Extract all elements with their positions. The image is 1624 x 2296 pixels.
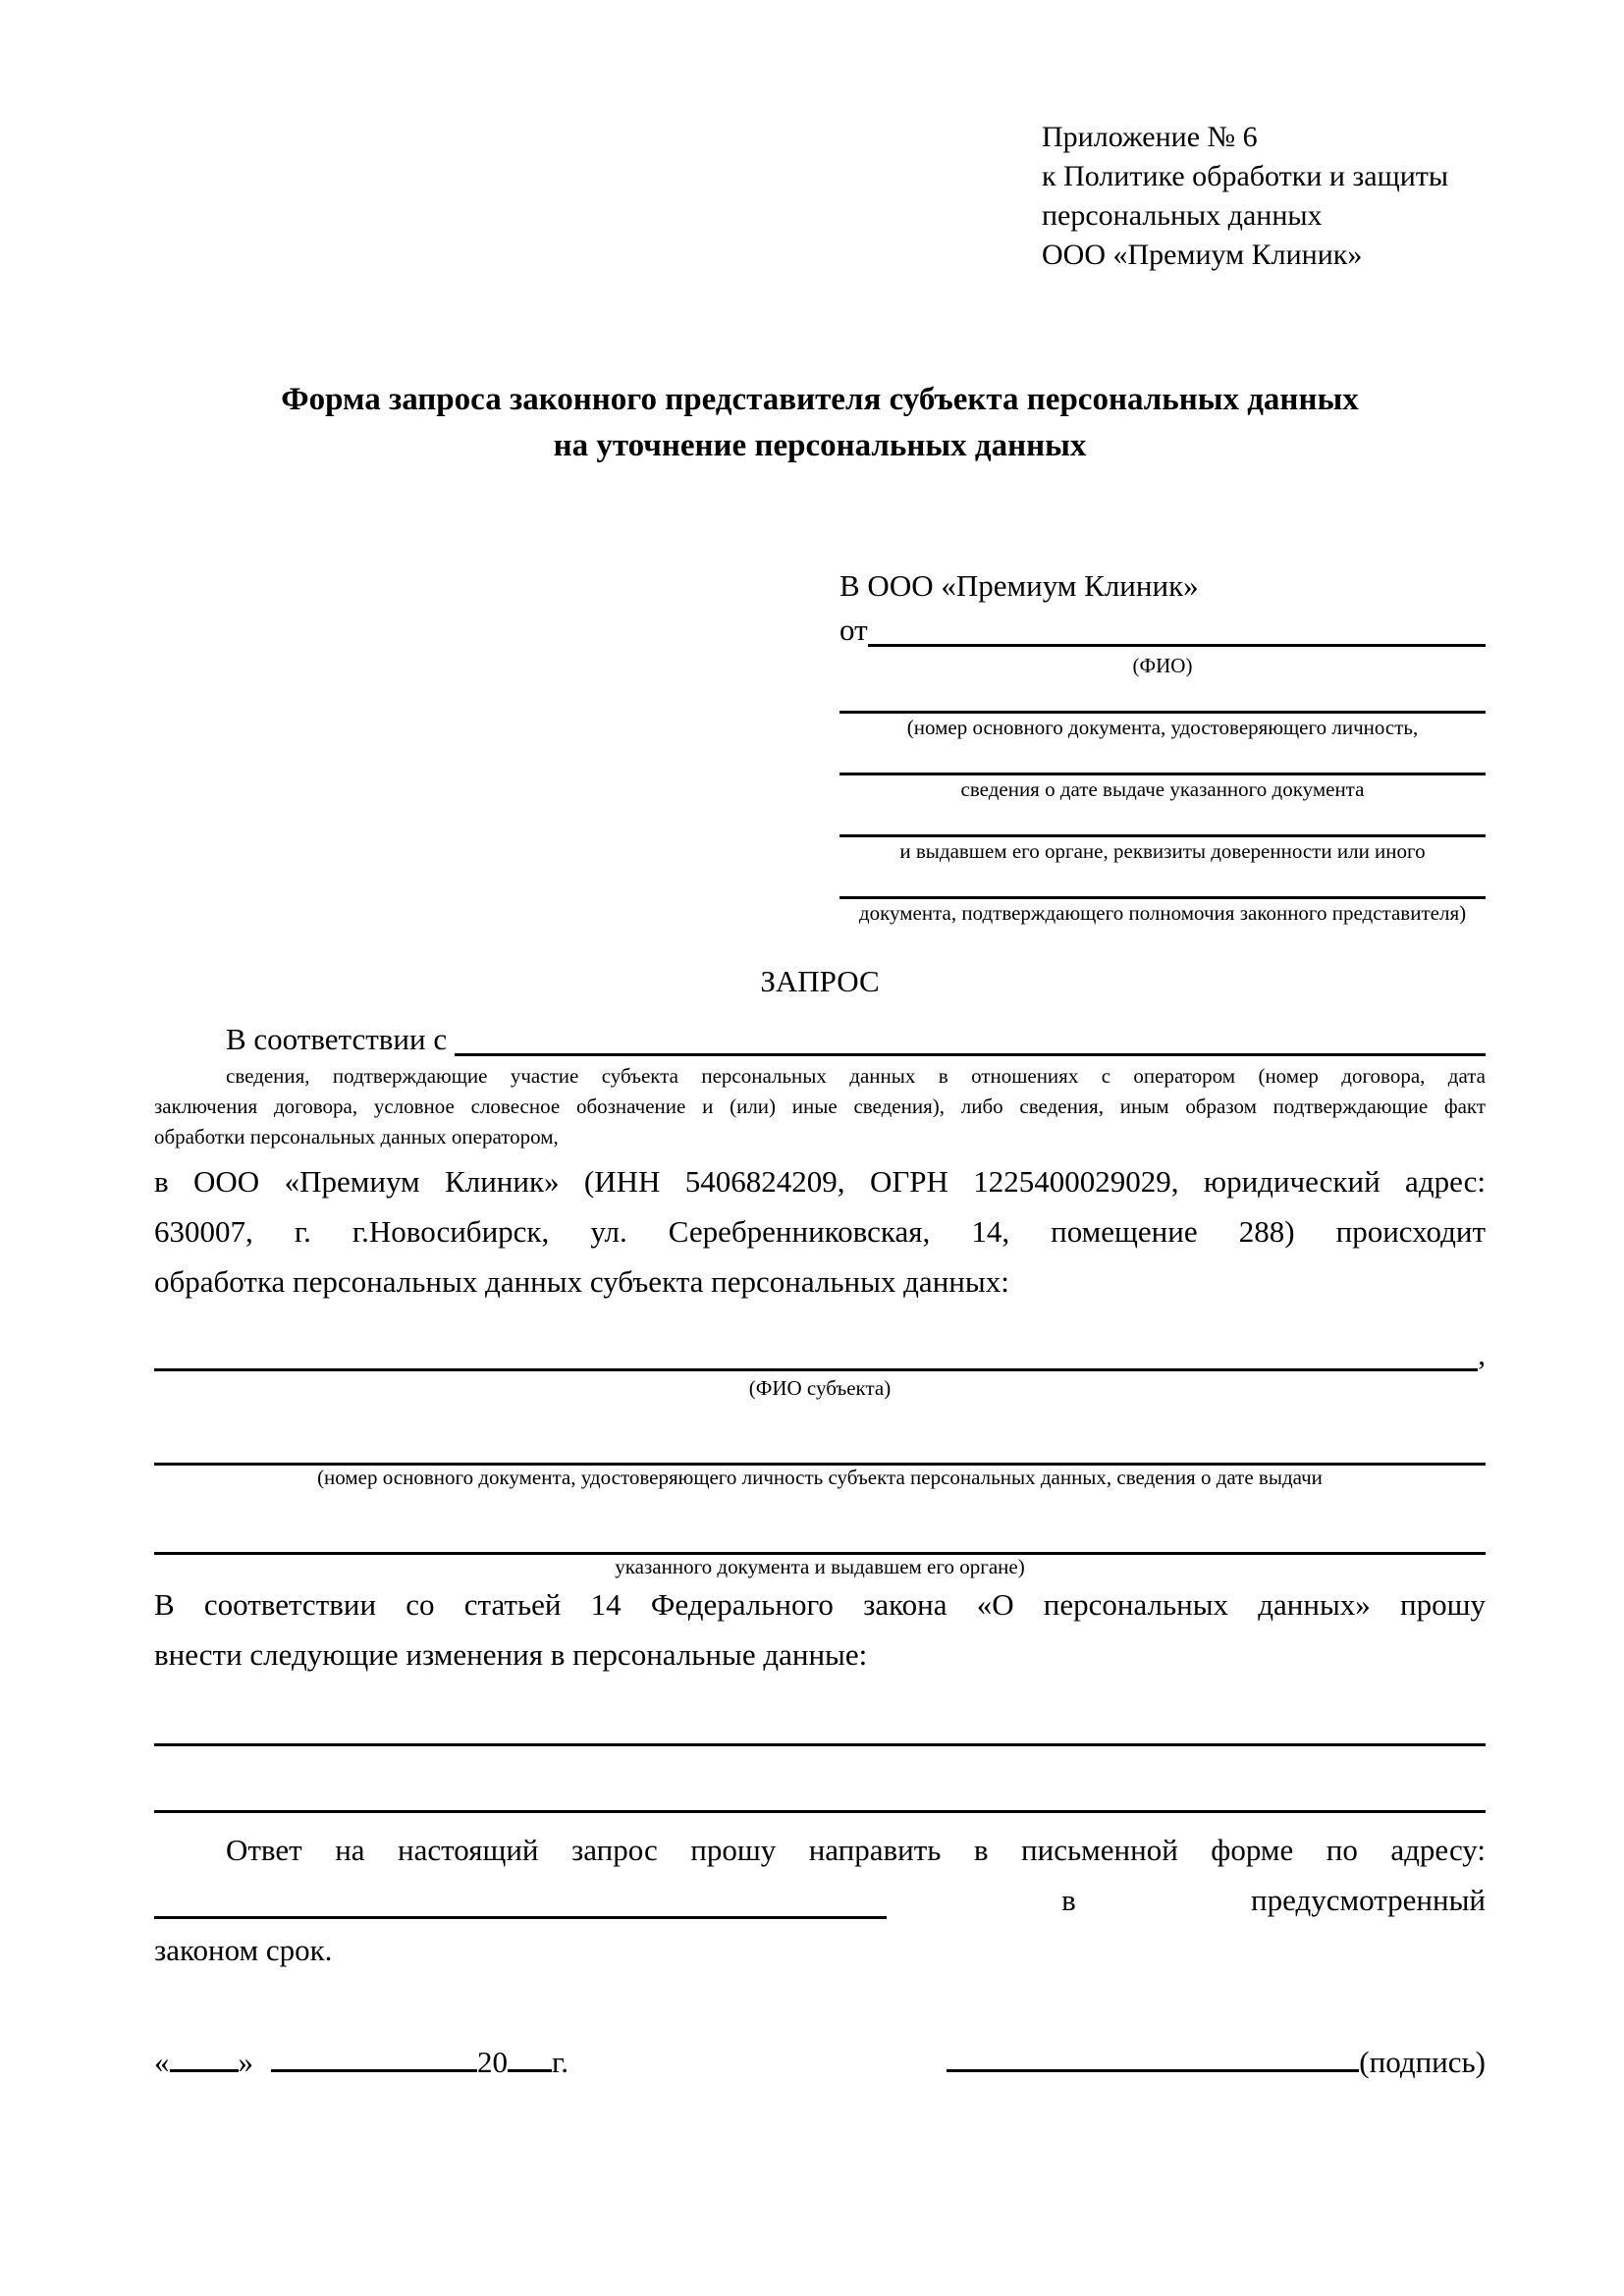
month-blank-field	[271, 2042, 477, 2072]
doc-authority-caption: документа, подтверждающего полномочия законного представителя)	[858, 901, 1467, 925]
accordance-blank-field	[455, 1017, 1486, 1056]
ref-line-2: к Политике обработки и защиты	[1042, 160, 1449, 192]
footnote-line-1: сведения, подтверждающие участие субъекта персональных данных в отношениях с оператором (номер договора, дата	[226, 1064, 1486, 1088]
changes-blank-field-2	[154, 1774, 1486, 1813]
changes-blank-field-1	[154, 1707, 1486, 1746]
subject-fio-caption: (ФИО субъекта)	[748, 1376, 892, 1400]
article-line-1: В соответствии со статьей 14 Федерального закона «О персональных данных» прошу	[154, 1587, 1486, 1622]
footnote-block	[154, 1061, 1486, 1152]
subject-fio-row	[154, 1332, 1486, 1376]
footnote-line-2: заключения договора, условное словесное обозначение и (или) иные сведения), либо сведения, иным образом подтверждающие факт	[154, 1095, 1486, 1118]
year-suffix: г.	[552, 2045, 568, 2079]
answer-address-row	[154, 1875, 1486, 1925]
signature-blank-field	[947, 2042, 1359, 2072]
date-open-quote: «	[154, 2045, 170, 2079]
addressee-block	[839, 563, 1486, 926]
doc-number-caption: (номер основного документа, удостоверяющего личность,	[906, 716, 1419, 739]
accordance-row	[154, 1017, 1486, 1061]
article-paragraph	[154, 1579, 1486, 1680]
address-blank-field	[154, 1875, 887, 1919]
date-close-quote: »	[238, 2045, 253, 2079]
addressee-to: В ООО «Премиум Клиник»	[839, 568, 1199, 603]
operator-paragraph	[154, 1156, 1486, 1307]
footer-row	[154, 2040, 1486, 2084]
year-prefix: 20	[477, 2045, 508, 2079]
ref-line-1: Приложение № 6	[1042, 121, 1258, 153]
footnote-line-3: обработки персональных данных оператором,	[154, 1125, 559, 1148]
signature-caption: (подпись)	[1359, 2045, 1486, 2079]
day-blank-field	[170, 2042, 239, 2072]
subject-fio-blank-field	[154, 1332, 1478, 1371]
answer-word-2: предусмотренный	[1251, 1883, 1486, 1917]
article-line-2: внести следующие изменения в персональные данные:	[154, 1637, 868, 1672]
from-blank-field	[868, 608, 1486, 647]
trailing-comma: ,	[1478, 1337, 1486, 1371]
doc-issue-date-caption: сведения о дате выдаче указанного документа	[960, 777, 1365, 801]
addressee-from-row	[839, 608, 1486, 652]
title-line-1: Форма запроса законного представителя субъекта персональных данных	[281, 382, 1359, 417]
year-blank-field	[508, 2042, 552, 2072]
ref-line-4: ООО «Премиум Клиник»	[1042, 239, 1363, 271]
doc-issuer-caption: и выдавшем его органе, реквизиты доверенности или иного	[899, 839, 1426, 863]
header-reference	[1042, 118, 1486, 275]
operator-line-1: в ООО «Премиум Клиник» (ИНН 5406824209, ОГРН 1225400029029, юридический адрес:	[154, 1164, 1486, 1199]
doc-issuer-blank-field	[839, 802, 1486, 837]
from-label: от	[839, 613, 868, 647]
doc-number-blank-field	[839, 678, 1486, 714]
operator-line-2: 630007, г. г.Новосибирск, ул. Серебренниковская, 14, помещение 288) происходит	[154, 1214, 1486, 1249]
date-field	[154, 2040, 568, 2084]
title-line-2: на уточнение персональных данных	[553, 428, 1087, 463]
subject-doc-blank-field-1	[154, 1428, 1486, 1466]
operator-line-3: обработка персональных данных субъекта персональных данных:	[154, 1264, 1009, 1299]
subject-doc-blank-field-2	[154, 1518, 1486, 1555]
doc-authority-blank-field	[839, 864, 1486, 899]
answer-line-1: Ответ на настоящий запрос прошу направить в письменной форме по адресу:	[226, 1833, 1486, 1867]
accordance-label: В соответствии с	[226, 1022, 455, 1056]
fio-caption: (ФИО)	[1132, 654, 1193, 677]
request-heading: ЗАПРОС	[760, 964, 880, 998]
answer-line-3: законом срок.	[154, 1933, 333, 1967]
subject-doc-caption-1: (номер основного документа, удостоверяющего личность субъекта персональных данных, сведения о дате выдачи	[317, 1466, 1323, 1489]
doc-issue-date-blank-field	[839, 740, 1486, 775]
subject-doc-caption-2: указанного документа и выдавшем его органе)	[615, 1555, 1025, 1578]
document-title	[154, 377, 1486, 469]
answer-word-1: в	[1061, 1883, 1076, 1917]
signature-field	[947, 2040, 1486, 2084]
ref-line-3: персональных данных	[1042, 199, 1323, 232]
